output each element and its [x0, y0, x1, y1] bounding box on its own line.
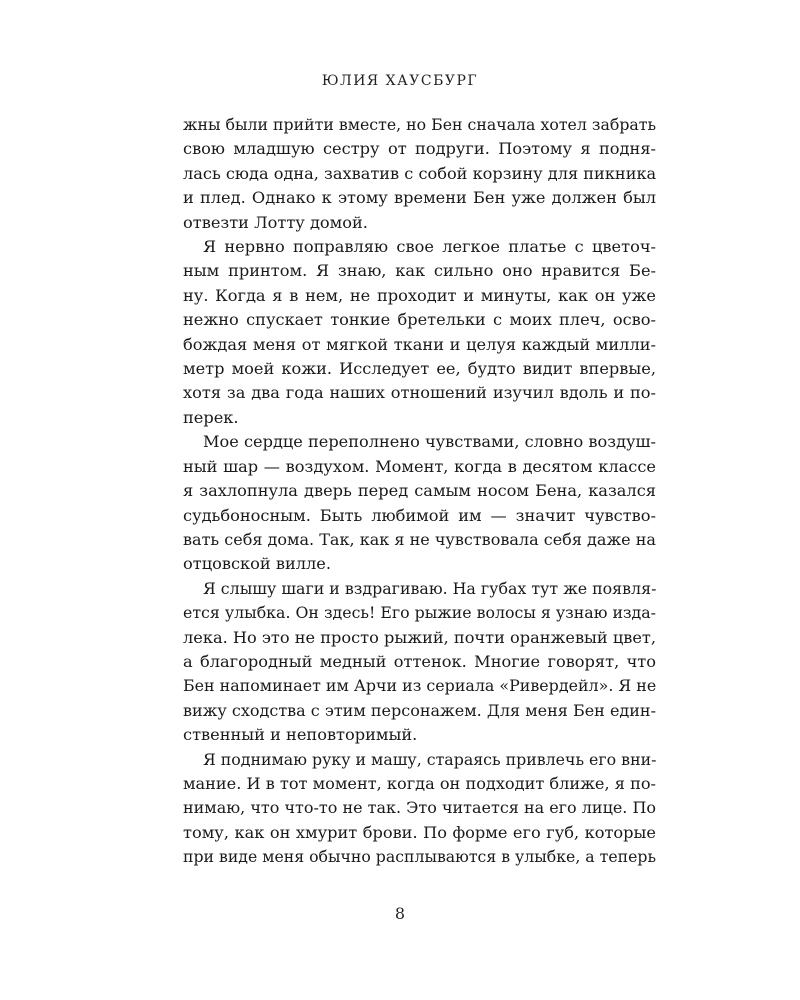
text-line: метр моей кожи. Исследует ее, будто видит впервые,	[183, 359, 656, 379]
text-line: жны были прийти вместе, но Бен сначала хотел забрать	[183, 115, 657, 134]
text-line: ну. Когда я в нем, не проходит и минуты, как он уже	[183, 285, 656, 305]
text-line: вижу сходства с этим персонажем. Для меня Бен един-	[183, 700, 656, 720]
paragraph	[183, 430, 656, 576]
paragraph	[183, 577, 656, 748]
text-line: ным принтом. Я знаю, как сильно оно нравится Бе-	[183, 261, 656, 281]
text-line: Мое сердце переполнено чувствами, словно воздуш-	[203, 432, 656, 452]
text-line: лась сюда одна, захватив с собой корзину для пикника	[183, 163, 657, 183]
text-line: свою младшую сестру от подруги. Поэтому я подня-	[183, 139, 656, 159]
paragraph	[183, 235, 656, 430]
text-line: тому, как он хмурит брови. По форме его губ, которые	[183, 822, 656, 842]
text-line: ется улыбка. Он здесь! Его рыжие волосы я узнаю изда-	[183, 603, 656, 623]
paragraph	[183, 748, 656, 870]
text-line: бождая меня от мягкой ткани и целуя каждый милли-	[183, 334, 656, 354]
text-line: отцовской вилле.	[183, 554, 332, 574]
running-head: ЮЛИЯ ХАУСБУРГ	[321, 73, 479, 89]
text-line: хотя за два года наших отношений изучил вдоль и по-	[183, 383, 656, 403]
body-text	[183, 113, 656, 870]
paragraph	[183, 113, 656, 235]
text-line: вать себя дома. Так, как я не чувствовала себя даже на	[183, 529, 656, 549]
text-line: Я нервно поправляю свое легкое платье с цветоч-	[203, 237, 656, 257]
page-number: 8	[394, 904, 406, 923]
text-line: Я поднимаю руку и машу, стараясь привлечь его вни-	[203, 749, 657, 769]
text-line: и плед. Однако к этому времени Бен уже должен был	[183, 188, 656, 208]
text-line: при виде меня обычно расплываются в улыбке, а теперь	[183, 847, 656, 867]
text-line: отвезти Лотту домой.	[183, 212, 368, 232]
text-line: ственный и неповторимый.	[183, 725, 418, 745]
text-line: ный шар — воздухом. Момент, когда в десятом классе	[183, 456, 656, 476]
text-line: перек.	[183, 407, 239, 427]
text-line: я захлопнула дверь перед самым носом Бена, казался	[183, 481, 656, 501]
text-line: а благородный медный оттенок. Многие говорят, что	[183, 651, 656, 671]
text-line: мание. И в тот момент, когда он подходит ближе, я по-	[183, 773, 656, 793]
text-line: нежно спускает тонкие бретельки с моих плеч, осво-	[183, 310, 656, 330]
text-line: нимаю, что что-то не так. Это читается на его лице. По	[183, 798, 657, 818]
text-line: лека. Но это не просто рыжий, почти оранжевый цвет,	[183, 627, 656, 647]
text-line: судьбоносным. Быть любимой им — значит чувство-	[183, 505, 656, 525]
text-line: Бен напоминает им Арчи из сериала «Ривердейл». Я не	[183, 676, 657, 696]
text-line: Я слышу шаги и вздрагиваю. На губах тут же появля-	[203, 578, 657, 598]
